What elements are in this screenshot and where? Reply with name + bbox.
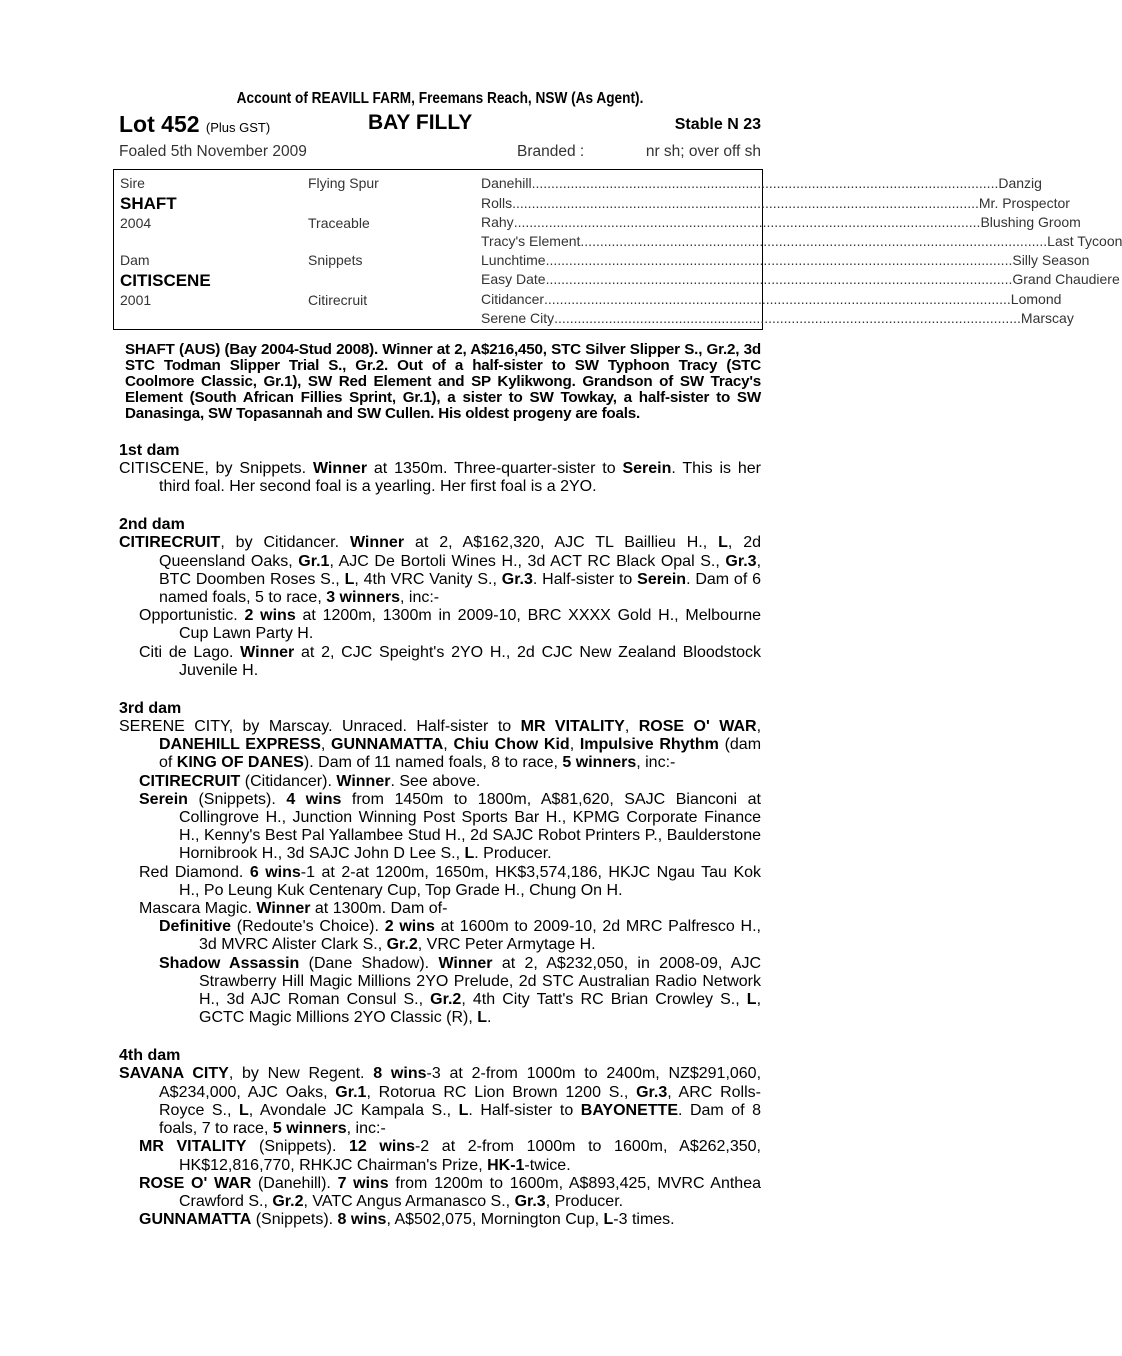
second-dam-heading: 2nd dam (119, 516, 185, 534)
bold-text: 2 wins (244, 607, 296, 625)
bold-text: L (238, 1101, 249, 1119)
sire-name: SHAFT (120, 194, 177, 213)
leader-dots: ........................................................................................................................ (512, 195, 979, 211)
grandparent-name: Serene City (481, 310, 555, 326)
leader-dots: ........................................................................................................................ (545, 252, 1013, 268)
leader-dots: ........................................................................................................................ (580, 233, 1048, 249)
great-grandsire-name: Blushing Groom (980, 214, 1081, 230)
grandsire-row (481, 214, 1081, 230)
bold-text: Gr.1 (298, 552, 330, 570)
bold-text: L (477, 1009, 488, 1027)
third-dam-grand-progeny: Shadow Assassin (Dane Shadow). Winner at 2, A$232,050, in 2008-09, AJC Strawberry Hill Magic Millions 2YO Prelude, 2d STC Australian Radio Network H., 3d AJC Roman Consul S., Gr.2, 4th City Tatt's RC Brian Crowley S., L, GCTC Magic Millions 2YO Classic (R), L. (159, 954, 762, 1027)
bold-text: 6 wins (249, 863, 301, 881)
bold-text: ROSE O' WAR (139, 1174, 252, 1192)
leader-dots: ........................................................................................................................ (544, 291, 1011, 307)
leader-dots: ........................................................................................................................ (545, 271, 1013, 287)
lot-line (119, 111, 761, 141)
bold-text: Winner (438, 954, 493, 972)
bold-text: Serein (622, 460, 672, 477)
third-dam-progeny: CITIRECRUIT (Citidancer). Winner. See above. (139, 772, 481, 790)
bold-text: L (458, 1101, 469, 1119)
bold-text: Gr.2 (272, 1192, 304, 1210)
grandparent-name: Danehill (481, 175, 532, 191)
foaled-date: Foaled 5th November 2009 (119, 143, 307, 160)
bold-text: SAVANA CITY (119, 1065, 229, 1083)
bold-text: 12 wins (349, 1138, 415, 1156)
bold-text: MR VITALITY (139, 1138, 247, 1156)
plus-gst: (Plus GST) (205, 120, 271, 135)
grandsire-row (481, 291, 1062, 307)
bold-text: L (344, 570, 355, 588)
bold-text: CITIRECRUIT (139, 772, 241, 790)
bold-text: MR VITALITY (520, 718, 625, 736)
fourth-dam-progeny: ROSE O' WAR (Danehill). 7 wins from 1200m to 1600m, A$893,425, MVRC Anthea Crawford S., Gr.2, VATC Angus Armanasco S., Gr.3, Producer. (139, 1174, 761, 1210)
dam-sire: Snippets (308, 252, 363, 268)
bold-text: GUNNAMATTA (139, 1211, 252, 1229)
bold-text: Definitive (159, 918, 232, 936)
bold-text: Winner (256, 900, 311, 918)
bold-text: L (746, 991, 757, 1009)
stable-location: Stable N 23 (674, 116, 761, 133)
grandsire-row (481, 175, 1042, 191)
bold-text: 5 winners (562, 754, 637, 772)
bold-text: 7 wins (337, 1174, 389, 1192)
leader-dots: ........................................................................................................................ (554, 310, 1021, 326)
bold-text: Gr.1 (335, 1083, 367, 1101)
bold-text: KING OF DANES (176, 754, 304, 772)
dam-name: CITISCENE (120, 271, 211, 290)
sire-label: Sire (120, 175, 145, 191)
third-dam-progeny: Mascara Magic. Winner at 1300m. Dam of- (139, 900, 448, 918)
foaled-line (119, 141, 761, 167)
branded-value: nr sh; over off sh (645, 143, 761, 160)
first-dam-text: CITISCENE, by Snippets. Winner at 1350m. Three-quarter-sister to Serein. This is her third foal. Her second foal is a yearling. Her first foal is a 2YO. (119, 460, 761, 496)
second-dam-progeny: Opportunistic. 2 wins at 1200m, 1300m in 2009-10, BRC XXXX Gold H., Melbourne Cup Lawn Party H. (139, 607, 762, 643)
bold-text: BAYONETTE (580, 1101, 678, 1119)
third-dam-progeny: Red Diamond. 6 wins-1 at 2-at 1200m, 1650m, HK$3,574,186, HKJC Ngau Tau Kok H., Po Leung Kuk Centenary Cup, Top Grade H., Chung On H. (139, 863, 762, 899)
sire-sire: Flying Spur (308, 175, 379, 191)
bold-text: CITIRECRUIT (119, 534, 221, 552)
third-dam-progeny: Serein (Snippets). 4 wins from 1450m to 1800m, A$81,620, SAJC Bianconi at Collingrove H., Junction Winning Post Sports Bar H., KPMG Corporate Finance H., Kenny's Best Pal Yallambee Stud H., 2d SAJC Robot Printers P., Baulderstone Hornibrook H., 3d SAJC John D Lee S., L. Producer. (139, 790, 761, 863)
pedigree-table (113, 169, 1122, 330)
bold-text: Gr.2 (430, 991, 462, 1009)
third-dam-grand-progeny: Definitive (Redoute's Choice). 2 wins at 1600m to 2009-10, 2d MRC Palfresco H., 3d MVRC Alister Clark S., Gr.2, VRC Peter Armytage H. (159, 918, 761, 954)
bold-text: Gr.2 (386, 936, 418, 954)
bold-text: Impulsive Rhythm (579, 736, 719, 754)
grandparent-name: Lunchtime (481, 252, 546, 268)
bold-text: Gr.3 (501, 570, 533, 588)
lot-number: Lot 452 (Plus GST) (119, 111, 271, 137)
bold-text: Winner (349, 534, 405, 552)
grandsire-row (481, 233, 1122, 249)
great-grandsire-name: Marscay (1020, 310, 1074, 326)
grandsire-row (481, 195, 1070, 211)
second-dam-text: CITIRECRUIT, by Citidancer. Winner at 2, A$162,320, AJC TL Baillieu H., L, 2d Queensland Oaks, Gr.1, AJC De Bortoli Wines H., 3d ACT RC Black Opal S., Gr.3, BTC Doomben Roses S., L, 4th VRC Vanity S., Gr.3. Half-sister to Serein. Dam of 6 named foals, 5 to race, 3 winners, inc:- (119, 534, 762, 607)
bold-text: L (718, 534, 728, 552)
grandsire-row (481, 252, 1090, 268)
bold-text: 3 winners (326, 589, 401, 607)
first-dam-heading: 1st dam (119, 442, 180, 459)
bold-text: Serein (139, 790, 188, 808)
bold-text: ROSE O' WAR (638, 718, 757, 736)
fourth-dam-progeny: GUNNAMATTA (Snippets). 8 wins, A$502,075, Mornington Cup, L-3 times. (139, 1211, 675, 1229)
bold-text: Gr.3 (636, 1083, 668, 1101)
vendor-account: Account of REAVILL FARM, Freemans Reach, NSW (As Agent). (236, 90, 644, 107)
grandparent-name: Rolls (481, 195, 513, 211)
great-grandsire-name: Danzig (998, 175, 1042, 191)
second-dam-progeny: Citi de Lago. Winner at 2, CJC Speight's 2YO H., 2d CJC New Zealand Bloodstock Juvenile H. (139, 643, 761, 679)
bold-text: Gr.3 (514, 1192, 546, 1210)
grandparent-name: Tracy's Element (481, 233, 581, 249)
great-grandsire-name: Lomond (1010, 291, 1062, 307)
bold-text: 8 wins (373, 1065, 427, 1083)
great-grandsire-name: Grand Chaudiere (1012, 271, 1120, 287)
bold-text: Chiu Chow Kid (453, 736, 570, 754)
fourth-dam-progeny: MR VITALITY (Snippets). 12 wins-2 at 2-from 1000m to 1600m, A$262,350, HK$12,816,770, RHKJC Chairman's Prize, HK-1-twice. (139, 1138, 761, 1174)
bold-text: HK-1 (487, 1156, 525, 1174)
grandparent-name: Citidancer (481, 291, 545, 307)
sire-dam: Traceable (308, 215, 370, 231)
bold-text: 5 winners (272, 1120, 347, 1138)
great-grandsire-name: Silly Season (1012, 252, 1090, 268)
catalogue-page (119, 90, 1122, 1229)
horse-description: BAY FILLY (368, 111, 473, 134)
branded-label: Branded : (517, 143, 585, 160)
bold-text: 8 wins (337, 1211, 387, 1229)
third-dam-text: SERENE CITY, by Marscay. Unraced. Half-sister to MR VITALITY, ROSE O' WAR, DANEHILL EXPRESS, GUNNAMATTA, Chiu Chow Kid, Impulsive Rhythm (dam of KING OF DANES). Dam of 11 named foals, 8 to race, 5 winners, inc:- (119, 718, 762, 772)
dam-dam: Citirecruit (308, 292, 368, 308)
bold-text: Winner (336, 772, 391, 790)
bold-text: Winner (240, 643, 295, 661)
dam-label: Dam (120, 252, 150, 268)
leader-dots: ........................................................................................................................ (513, 214, 981, 230)
bold-text: Gr.3 (725, 552, 757, 570)
great-grandsire-name: Mr. Prospector (978, 195, 1070, 211)
fourth-dam-heading: 4th dam (119, 1047, 181, 1065)
bold-text: GUNNAMATTA (331, 736, 444, 754)
bold-text: DANEHILL EXPRESS (159, 736, 321, 754)
fourth-dam-text: SAVANA CITY, by New Regent. 8 wins-3 at 2-from 1000m to 2400m, NZ$291,060, A$234,000, AJC Oaks, Gr.1, Rotorua RC Lion Brown 1200 S., Gr.3, ARC Rolls-Royce S., L, Avondale JC Kampala S., L. Half-sister to BAYONETTE. Dam of 8 foals, 7 to race, 5 winners, inc:- (119, 1065, 762, 1138)
bold-text: 2 wins (384, 918, 435, 936)
bold-text: Serein (637, 570, 687, 588)
grandsire-row (481, 310, 1074, 326)
grandparent-name: Rahy (481, 214, 514, 230)
bold-text: L (603, 1211, 614, 1229)
sire-year: 2004 (120, 215, 152, 231)
grandsire-row (481, 271, 1120, 287)
dam-year: 2001 (120, 292, 152, 308)
grandparent-name: Easy Date (481, 271, 546, 287)
great-grandsire-name: Last Tycoon (1047, 233, 1122, 249)
sire-description: SHAFT (AUS) (Bay 2004-Stud 2008). Winner at 2, A$216,450, STC Silver Slipper S., Gr.2, 3d STC Todman Slipper Trial S., Gr.2. Out of a half-sister to SW Typhoon Tracy (STC Coolmore Classic, Gr.1), SW Red Element and SP Kylikwong. Grandson of SW Tracy's Element (South African Fillies Sprint, Gr.1), a sister to SW Towkay, a half-sister to SW Danasinga, SW Topasannah and SW Cullen. His oldest progeny are foals. (125, 341, 761, 422)
bold-text: Winner (312, 460, 368, 477)
bold-text: 4 wins (286, 790, 342, 808)
bold-text: Shadow Assassin (159, 954, 300, 972)
bold-text: L (464, 845, 475, 863)
leader-dots: ........................................................................................................................ (531, 175, 999, 191)
third-dam-heading: 3rd dam (119, 700, 182, 718)
